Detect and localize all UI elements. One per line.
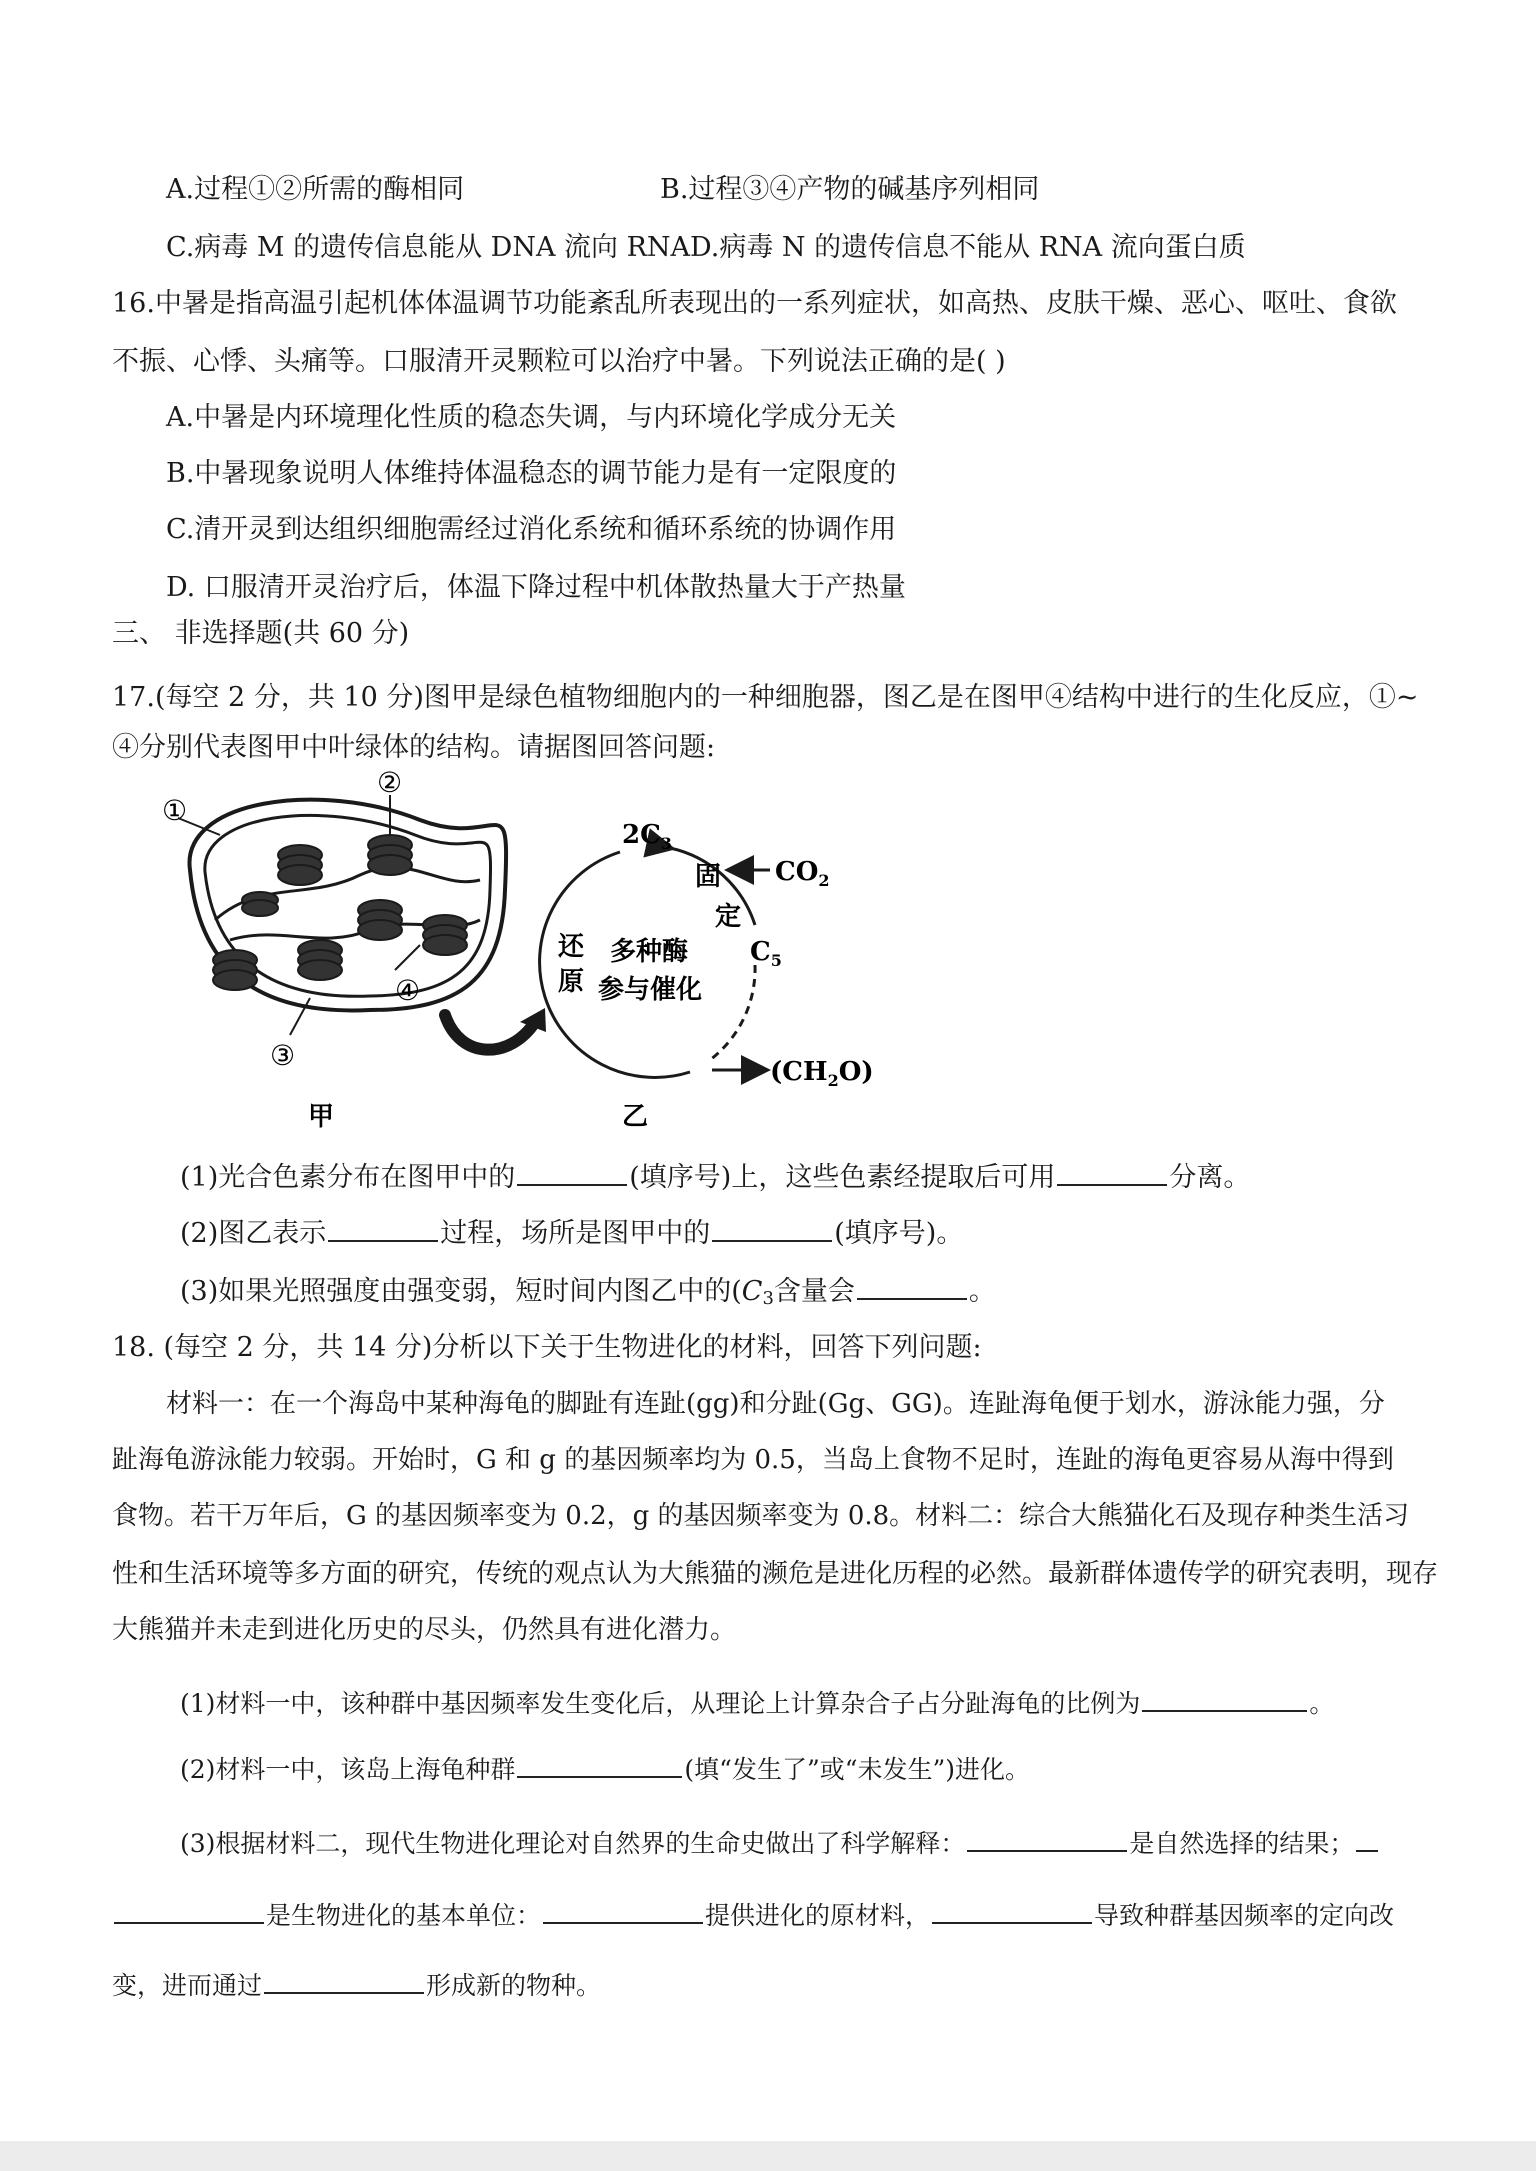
fixation-label-2: 定 bbox=[715, 902, 742, 932]
answer-blank[interactable] bbox=[264, 1966, 424, 1994]
q18-part1: (1)材料一中，该种群中基因频率发生变化后，从理论上计算杂合子占分趾海龟的比例为 。 bbox=[180, 1684, 1334, 1722]
chloroplast-figure bbox=[160, 760, 874, 1140]
q18-part3-line2: 是生物进化的基本单位： 提供进化的原材料， 导致种群基因频率的定向改 bbox=[112, 1896, 1394, 1934]
q18-part3-line1: (3)根据材料二，现代生物进化理论对自然界的生命史做出了科学解释： 是自然选择的结果； bbox=[180, 1824, 1380, 1862]
answer-blank[interactable] bbox=[712, 1214, 832, 1242]
reduction-label-2: 原 bbox=[558, 967, 585, 997]
q17-part1: (1)光合色素分布在图甲中的 (填序号)上，这些色素经提取后可用 分离。 bbox=[180, 1158, 1250, 1196]
answer-blank[interactable] bbox=[517, 1750, 682, 1778]
q18-material-line1: 材料一：在一个海岛中某种海龟的脚趾有连趾(gg)和分趾(Gg、GG)。连趾海龟便于划水，游泳能力强，分 bbox=[166, 1389, 1385, 1419]
label-4: ④ bbox=[395, 974, 421, 1007]
q15-option-a: A.过程①②所需的酶相同 bbox=[166, 174, 465, 205]
fixation-label-1: 固 bbox=[695, 862, 722, 892]
granum-stack bbox=[213, 950, 257, 990]
q18-material-line3: 食物。若干万年后，G 的基因频率变为 0.2，g 的基因频率变为 0.8。材料二：综合大熊猫化石及现存种类生活习 bbox=[112, 1501, 1410, 1531]
q17-stem-line1: 17.(每空 2 分，共 10 分)图甲是绿色植物细胞内的一种细胞器，图乙是在图甲④结构中进行的生化反应，①~ bbox=[112, 682, 1419, 713]
q17-stem-line2: ④分别代表图甲中叶绿体的结构。请据图回答问题: bbox=[112, 732, 716, 763]
granum-stack bbox=[368, 835, 412, 875]
answer-blank[interactable] bbox=[517, 1158, 627, 1186]
granum-stack bbox=[358, 900, 402, 940]
granum-stack bbox=[242, 892, 278, 916]
q17-part3: (3)如果光照强度由强变弱，短时间内图乙中的($C_3$含量会 。 bbox=[180, 1272, 996, 1317]
caption-a: 甲 bbox=[308, 1102, 335, 1132]
enzyme-label-1: 多种酶 bbox=[610, 937, 689, 967]
answer-blank[interactable] bbox=[932, 1896, 1092, 1924]
q18-stem: 18. (每空 2 分，共 14 分)分析以下关于生物进化的材料，回答下列问题: bbox=[112, 1332, 982, 1363]
q16-option-b: B.中暑现象说明人体维持体温稳态的调节能力是有一定限度的 bbox=[166, 458, 897, 489]
q18-material-line2: 趾海龟游泳能力较弱。开始时，G 和 g 的基因频率均为 0.5，当岛上食物不足时，连趾的海龟更容易从海中得到 bbox=[112, 1445, 1394, 1475]
c5-label: $C_5$ bbox=[750, 937, 782, 970]
caption-b: 乙 bbox=[622, 1102, 649, 1132]
answer-blank[interactable] bbox=[857, 1272, 967, 1300]
q16-option-a: A.中暑是内环境理化性质的稳态失调，与内环境化学成分无关 bbox=[166, 402, 897, 433]
label-3: ③ bbox=[270, 1039, 296, 1072]
answer-blank[interactable] bbox=[1057, 1158, 1167, 1186]
granum-stack bbox=[423, 915, 467, 955]
answer-blank[interactable] bbox=[114, 1896, 264, 1924]
q17-part2: (2)图乙表示 过程，场所是图甲中的 (填序号)。 bbox=[180, 1214, 963, 1252]
label-1: ① bbox=[162, 794, 188, 827]
q18-material-line5: 大熊猫并未走到进化历史的尽头，仍然具有进化潜力。 bbox=[112, 1615, 737, 1645]
q18-part3-line3: 变，进而通过 形成新的物种。 bbox=[112, 1966, 601, 2004]
q15-option-b: B.过程③④产物的碱基序列相同 bbox=[660, 174, 1040, 205]
section-heading: 三、 非选择题(共 60 分) bbox=[112, 618, 410, 649]
answer-blank[interactable] bbox=[967, 1824, 1127, 1852]
co2-label: $CO_2$ bbox=[775, 857, 830, 890]
answer-blank[interactable] bbox=[1356, 1824, 1378, 1852]
granum-stack bbox=[298, 940, 342, 980]
answer-blank[interactable] bbox=[328, 1214, 438, 1242]
reduction-label-1: 还 bbox=[558, 932, 585, 962]
q15-option-cd: C.病毒 M 的遗传信息能从 DNA 流向 RNAD.病毒 N 的遗传信息不能从 RNA 流向蛋白质 bbox=[166, 232, 1246, 263]
granum-stack bbox=[278, 845, 322, 885]
q16-option-c: C.清开灵到达组织细胞需经过消化系统和循环系统的协调作用 bbox=[166, 514, 897, 545]
label-2: ② bbox=[377, 766, 403, 799]
page-bottom-band bbox=[0, 2141, 1536, 2171]
q18-part2: (2)材料一中，该岛上海龟种群 (填“发生了”或“未发生”)进化。 bbox=[180, 1750, 1030, 1788]
answer-blank[interactable] bbox=[1142, 1684, 1307, 1712]
q18-material-line4: 性和生活环境等多方面的研究，传统的观点认为大熊猫的濒危是进化历程的必然。最新群体遗传学的研究表明，现存 bbox=[112, 1559, 1439, 1589]
ch2o-label: $(CH_2O)$ bbox=[770, 1057, 874, 1090]
q16-stem-line1: 16.中暑是指高温引起机体体温调节功能紊乱所表现出的一系列症状，如高热、皮肤干燥、恶心、呕吐、食欲 bbox=[112, 288, 1397, 319]
answer-blank[interactable] bbox=[543, 1896, 703, 1924]
c3-label: $2C_3$ bbox=[622, 820, 672, 853]
enzyme-label-2: 参与催化 bbox=[598, 975, 703, 1005]
q16-stem-line2: 不振、心悸、头痛等。口服清开灵颗粒可以治疗中暑。下列说法正确的是( ) bbox=[112, 346, 1006, 377]
q16-option-d: D. 口服清开灵治疗后，体温下降过程中机体散热量大于产热量 bbox=[166, 572, 906, 603]
